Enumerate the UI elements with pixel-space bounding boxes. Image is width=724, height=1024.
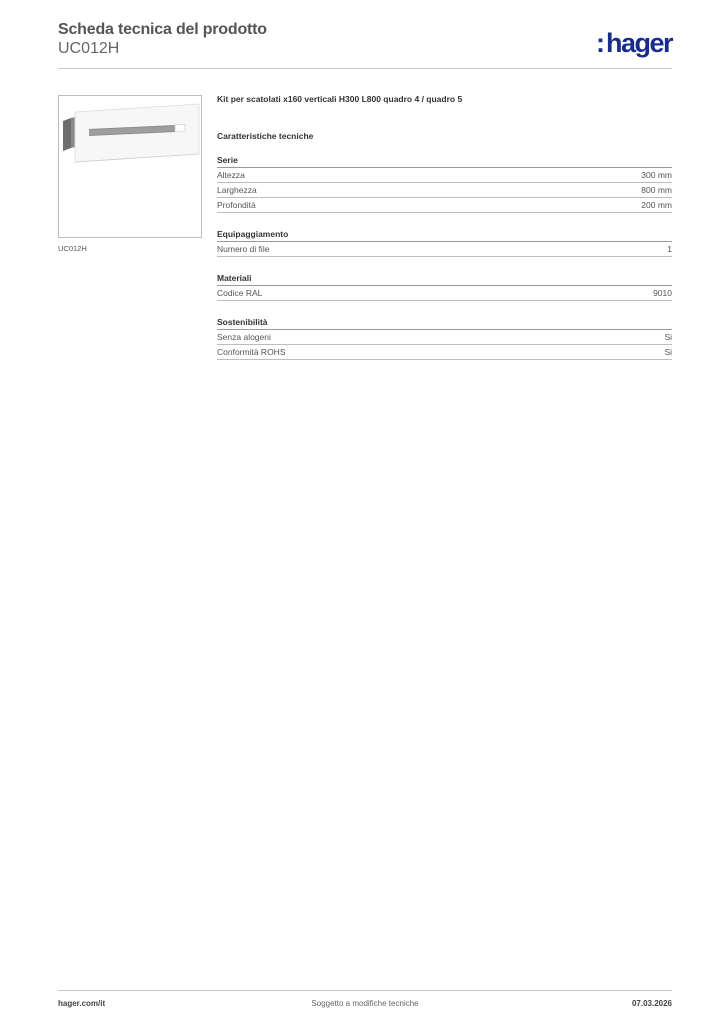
footer-website: hager.com/it [58,999,106,1008]
spec-label: Senza alogeni [217,332,271,342]
spec-group [217,271,672,301]
spec-row [217,198,672,213]
document-title: Scheda tecnica del prodotto [58,21,267,38]
section-label: Caratteristiche tecniche [217,131,314,141]
spec-label: Profondità [217,200,256,210]
spec-row [217,345,672,360]
spec-group-title: Equipaggiamento [217,227,672,242]
product-image [58,95,202,238]
product-description: Kit per scatolati x160 verticali H300 L800 quadro 4 / quadro 5 [217,94,463,104]
specs-content [217,94,672,360]
spec-value: 200 mm [641,200,672,210]
spec-row [217,183,672,198]
spec-value: 9010 [653,288,672,298]
logo-colon-mark: : [595,28,605,58]
logo-text: hager [605,28,672,58]
spec-group-title: Sostenibilità [217,315,672,330]
spec-label: Altezza [217,170,245,180]
image-caption: UC012H [58,244,87,253]
spec-row [217,330,672,345]
spec-label: Conformità ROHS [217,347,286,357]
spec-label: Numero di file [217,244,270,254]
spec-groups [217,153,672,360]
spec-group [217,153,672,213]
spec-row [217,242,672,257]
spec-value: 800 mm [641,185,672,195]
spec-group-title: Materiali [217,271,672,286]
spec-value: 300 mm [641,170,672,180]
spec-group [217,227,672,257]
spec-value: Si [664,332,672,342]
spec-group [217,315,672,360]
product-code: UC012H [58,40,120,57]
spec-row [217,286,672,301]
spec-label: Larghezza [217,185,257,195]
page-footer [58,990,672,1015]
spec-label: Codice RAL [217,288,263,298]
footer-date: 07.03.2026 [631,999,672,1008]
spec-value: 1 [667,244,672,254]
product-illustration [59,96,201,237]
spec-row [217,168,672,183]
footer-note: Soggetto a modifiche tecniche [311,999,419,1008]
spec-group-title: Serie [217,153,672,168]
hager-logo [596,28,672,58]
spec-value: Si [664,347,672,357]
page-header [58,20,672,69]
